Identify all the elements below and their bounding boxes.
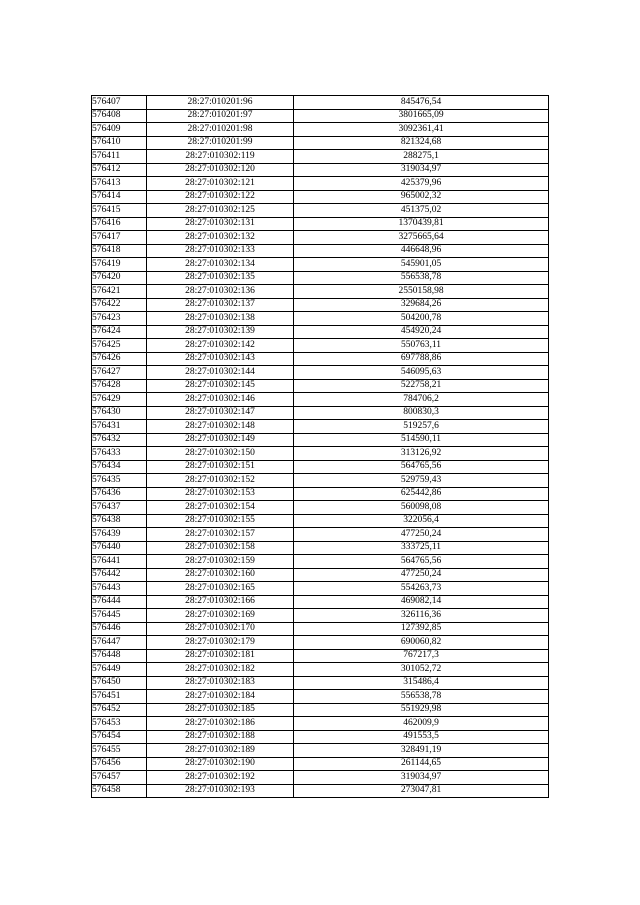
cadastral-number-cell: 28:27:010302:134 xyxy=(147,258,294,272)
table-row xyxy=(92,609,549,623)
value-cell: 273047,81 xyxy=(294,784,549,798)
row-number-cell: 576423 xyxy=(92,312,147,326)
cadastral-number-cell: 28:27:010302:135 xyxy=(147,271,294,285)
table-row xyxy=(92,460,549,474)
cadastral-number-cell: 28:27:010302:150 xyxy=(147,447,294,461)
table-row xyxy=(92,541,549,555)
row-number-cell: 576445 xyxy=(92,609,147,623)
table-row xyxy=(92,528,549,542)
value-cell: 288275,1 xyxy=(294,150,549,164)
value-cell: 821324,68 xyxy=(294,136,549,150)
value-cell: 845476,54 xyxy=(294,96,549,110)
value-cell: 3275665,64 xyxy=(294,231,549,245)
cadastral-number-cell: 28:27:010201:99 xyxy=(147,136,294,150)
row-number-cell: 576416 xyxy=(92,217,147,231)
table-row xyxy=(92,744,549,758)
row-number-cell: 576434 xyxy=(92,460,147,474)
cadastral-value-table xyxy=(91,95,549,798)
table-row xyxy=(92,406,549,420)
row-number-cell: 576421 xyxy=(92,285,147,299)
cadastral-number-cell: 28:27:010302:179 xyxy=(147,636,294,650)
row-number-cell: 576417 xyxy=(92,231,147,245)
table-row xyxy=(92,582,549,596)
value-cell: 784706,2 xyxy=(294,393,549,407)
cadastral-number-cell: 28:27:010302:158 xyxy=(147,541,294,555)
row-number-cell: 576447 xyxy=(92,636,147,650)
table-row xyxy=(92,649,549,663)
row-number-cell: 576429 xyxy=(92,393,147,407)
table-row xyxy=(92,487,549,501)
value-cell: 333725,11 xyxy=(294,541,549,555)
row-number-cell: 576451 xyxy=(92,690,147,704)
value-cell: 3801665,09 xyxy=(294,109,549,123)
cadastral-number-cell: 28:27:010302:121 xyxy=(147,177,294,191)
value-cell: 560098,08 xyxy=(294,501,549,515)
value-cell: 519257,6 xyxy=(294,420,549,434)
value-cell: 545901,05 xyxy=(294,258,549,272)
value-cell: 462009,9 xyxy=(294,717,549,731)
value-cell: 690060,82 xyxy=(294,636,549,650)
row-number-cell: 576408 xyxy=(92,109,147,123)
row-number-cell: 576443 xyxy=(92,582,147,596)
cadastral-number-cell: 28:27:010302:188 xyxy=(147,730,294,744)
cadastral-number-cell: 28:27:010302:136 xyxy=(147,285,294,299)
row-number-cell: 576414 xyxy=(92,190,147,204)
row-number-cell: 576446 xyxy=(92,622,147,636)
table-row xyxy=(92,285,549,299)
row-number-cell: 576441 xyxy=(92,555,147,569)
value-cell: 1370439,81 xyxy=(294,217,549,231)
value-cell: 319034,97 xyxy=(294,163,549,177)
table-row xyxy=(92,136,549,150)
row-number-cell: 576430 xyxy=(92,406,147,420)
cadastral-number-cell: 28:27:010302:142 xyxy=(147,339,294,353)
value-cell: 329684,26 xyxy=(294,298,549,312)
cadastral-number-cell: 28:27:010302:160 xyxy=(147,568,294,582)
value-cell: 469082,14 xyxy=(294,595,549,609)
value-cell: 322056,4 xyxy=(294,514,549,528)
value-cell: 522758,21 xyxy=(294,379,549,393)
cadastral-number-cell: 28:27:010302:185 xyxy=(147,703,294,717)
value-cell: 697788,86 xyxy=(294,352,549,366)
cadastral-number-cell: 28:27:010201:96 xyxy=(147,96,294,110)
table-row xyxy=(92,663,549,677)
table-row xyxy=(92,568,549,582)
value-cell: 564765,56 xyxy=(294,555,549,569)
cadastral-number-cell: 28:27:010302:157 xyxy=(147,528,294,542)
row-number-cell: 576433 xyxy=(92,447,147,461)
row-number-cell: 576454 xyxy=(92,730,147,744)
table-row xyxy=(92,204,549,218)
value-cell: 550763,11 xyxy=(294,339,549,353)
cadastral-number-cell: 28:27:010302:143 xyxy=(147,352,294,366)
table-row xyxy=(92,271,549,285)
row-number-cell: 576410 xyxy=(92,136,147,150)
cadastral-number-cell: 28:27:010302:182 xyxy=(147,663,294,677)
row-number-cell: 576452 xyxy=(92,703,147,717)
cadastral-number-cell: 28:27:010302:159 xyxy=(147,555,294,569)
row-number-cell: 576407 xyxy=(92,96,147,110)
cadastral-number-cell: 28:27:010302:146 xyxy=(147,393,294,407)
value-cell: 556538,78 xyxy=(294,271,549,285)
table-row xyxy=(92,312,549,326)
table-row xyxy=(92,420,549,434)
cadastral-number-cell: 28:27:010302:137 xyxy=(147,298,294,312)
table-row xyxy=(92,231,549,245)
table-row xyxy=(92,501,549,515)
row-number-cell: 576419 xyxy=(92,258,147,272)
table-row xyxy=(92,96,549,110)
row-number-cell: 576432 xyxy=(92,433,147,447)
row-number-cell: 576409 xyxy=(92,123,147,137)
value-cell: 556538,78 xyxy=(294,690,549,704)
row-number-cell: 576415 xyxy=(92,204,147,218)
row-number-cell: 576457 xyxy=(92,771,147,785)
value-cell: 446648,96 xyxy=(294,244,549,258)
table-row xyxy=(92,676,549,690)
row-number-cell: 576436 xyxy=(92,487,147,501)
value-cell: 529759,43 xyxy=(294,474,549,488)
cadastral-number-cell: 28:27:010302:138 xyxy=(147,312,294,326)
row-number-cell: 576431 xyxy=(92,420,147,434)
table-row xyxy=(92,339,549,353)
value-cell: 551929,98 xyxy=(294,703,549,717)
table-row xyxy=(92,177,549,191)
value-cell: 425379,96 xyxy=(294,177,549,191)
value-cell: 767217,3 xyxy=(294,649,549,663)
table-row xyxy=(92,258,549,272)
cadastral-number-cell: 28:27:010201:98 xyxy=(147,123,294,137)
table-row xyxy=(92,433,549,447)
value-cell: 3092361,41 xyxy=(294,123,549,137)
cadastral-number-cell: 28:27:010302:153 xyxy=(147,487,294,501)
value-cell: 454920,24 xyxy=(294,325,549,339)
value-cell: 504200,78 xyxy=(294,312,549,326)
value-cell: 127392,85 xyxy=(294,622,549,636)
value-cell: 451375,02 xyxy=(294,204,549,218)
cadastral-number-cell: 28:27:010302:165 xyxy=(147,582,294,596)
table-row xyxy=(92,366,549,380)
cadastral-number-cell: 28:27:010302:189 xyxy=(147,744,294,758)
cadastral-number-cell: 28:27:010302:147 xyxy=(147,406,294,420)
value-cell: 477250,24 xyxy=(294,528,549,542)
cadastral-number-cell: 28:27:010302:166 xyxy=(147,595,294,609)
cadastral-number-cell: 28:27:010302:181 xyxy=(147,649,294,663)
table-row xyxy=(92,595,549,609)
row-number-cell: 576435 xyxy=(92,474,147,488)
value-cell: 326116,36 xyxy=(294,609,549,623)
value-cell: 546095,63 xyxy=(294,366,549,380)
table-row xyxy=(92,109,549,123)
value-cell: 625442,86 xyxy=(294,487,549,501)
cadastral-number-cell: 28:27:010302:144 xyxy=(147,366,294,380)
cadastral-number-cell: 28:27:010302:148 xyxy=(147,420,294,434)
row-number-cell: 576413 xyxy=(92,177,147,191)
row-number-cell: 576442 xyxy=(92,568,147,582)
row-number-cell: 576428 xyxy=(92,379,147,393)
cadastral-number-cell: 28:27:010302:184 xyxy=(147,690,294,704)
table-row xyxy=(92,352,549,366)
cadastral-number-cell: 28:27:010302:183 xyxy=(147,676,294,690)
table-row xyxy=(92,636,549,650)
value-cell: 301052,72 xyxy=(294,663,549,677)
cadastral-number-cell: 28:27:010201:97 xyxy=(147,109,294,123)
table-row xyxy=(92,325,549,339)
cadastral-number-cell: 28:27:010302:145 xyxy=(147,379,294,393)
value-cell: 328491,19 xyxy=(294,744,549,758)
row-number-cell: 576450 xyxy=(92,676,147,690)
row-number-cell: 576444 xyxy=(92,595,147,609)
value-cell: 564765,56 xyxy=(294,460,549,474)
cadastral-number-cell: 28:27:010302:186 xyxy=(147,717,294,731)
table-row xyxy=(92,163,549,177)
row-number-cell: 576427 xyxy=(92,366,147,380)
cadastral-number-cell: 28:27:010302:120 xyxy=(147,163,294,177)
row-number-cell: 576456 xyxy=(92,757,147,771)
table-row xyxy=(92,393,549,407)
value-cell: 965002,32 xyxy=(294,190,549,204)
row-number-cell: 576440 xyxy=(92,541,147,555)
table-row xyxy=(92,717,549,731)
row-number-cell: 576418 xyxy=(92,244,147,258)
cadastral-number-cell: 28:27:010302:122 xyxy=(147,190,294,204)
value-cell: 315486,4 xyxy=(294,676,549,690)
table-row xyxy=(92,690,549,704)
table-row xyxy=(92,703,549,717)
row-number-cell: 576420 xyxy=(92,271,147,285)
row-number-cell: 576422 xyxy=(92,298,147,312)
row-number-cell: 576438 xyxy=(92,514,147,528)
row-number-cell: 576437 xyxy=(92,501,147,515)
table-row xyxy=(92,514,549,528)
table-row xyxy=(92,298,549,312)
cadastral-number-cell: 28:27:010302:170 xyxy=(147,622,294,636)
value-cell: 313126,92 xyxy=(294,447,549,461)
table-row xyxy=(92,730,549,744)
cadastral-number-cell: 28:27:010302:169 xyxy=(147,609,294,623)
value-cell: 800830,3 xyxy=(294,406,549,420)
row-number-cell: 576425 xyxy=(92,339,147,353)
row-number-cell: 576411 xyxy=(92,150,147,164)
cadastral-number-cell: 28:27:010302:139 xyxy=(147,325,294,339)
table-row xyxy=(92,771,549,785)
value-cell: 514590,11 xyxy=(294,433,549,447)
cadastral-number-cell: 28:27:010302:154 xyxy=(147,501,294,515)
table-row xyxy=(92,150,549,164)
cadastral-number-cell: 28:27:010302:132 xyxy=(147,231,294,245)
cadastral-number-cell: 28:27:010302:119 xyxy=(147,150,294,164)
cadastral-number-cell: 28:27:010302:155 xyxy=(147,514,294,528)
row-number-cell: 576439 xyxy=(92,528,147,542)
table-row xyxy=(92,784,549,798)
cadastral-number-cell: 28:27:010302:190 xyxy=(147,757,294,771)
table-row xyxy=(92,474,549,488)
table-row xyxy=(92,190,549,204)
cadastral-number-cell: 28:27:010302:125 xyxy=(147,204,294,218)
table-row xyxy=(92,622,549,636)
row-number-cell: 576455 xyxy=(92,744,147,758)
row-number-cell: 576412 xyxy=(92,163,147,177)
cadastral-number-cell: 28:27:010302:152 xyxy=(147,474,294,488)
row-number-cell: 576453 xyxy=(92,717,147,731)
table-row xyxy=(92,447,549,461)
table-row xyxy=(92,123,549,137)
row-number-cell: 576424 xyxy=(92,325,147,339)
cadastral-number-cell: 28:27:010302:149 xyxy=(147,433,294,447)
value-cell: 554263,73 xyxy=(294,582,549,596)
row-number-cell: 576426 xyxy=(92,352,147,366)
table-row xyxy=(92,379,549,393)
table-row xyxy=(92,555,549,569)
table-row xyxy=(92,217,549,231)
cadastral-number-cell: 28:27:010302:133 xyxy=(147,244,294,258)
cadastral-number-cell: 28:27:010302:192 xyxy=(147,771,294,785)
value-cell: 477250,24 xyxy=(294,568,549,582)
value-cell: 2550158,98 xyxy=(294,285,549,299)
table-row xyxy=(92,757,549,771)
value-cell: 491553,5 xyxy=(294,730,549,744)
cadastral-number-cell: 28:27:010302:193 xyxy=(147,784,294,798)
cadastral-number-cell: 28:27:010302:151 xyxy=(147,460,294,474)
table-body xyxy=(92,96,549,798)
row-number-cell: 576449 xyxy=(92,663,147,677)
value-cell: 319034,97 xyxy=(294,771,549,785)
value-cell: 261144,65 xyxy=(294,757,549,771)
table-row xyxy=(92,244,549,258)
row-number-cell: 576458 xyxy=(92,784,147,798)
cadastral-number-cell: 28:27:010302:131 xyxy=(147,217,294,231)
row-number-cell: 576448 xyxy=(92,649,147,663)
